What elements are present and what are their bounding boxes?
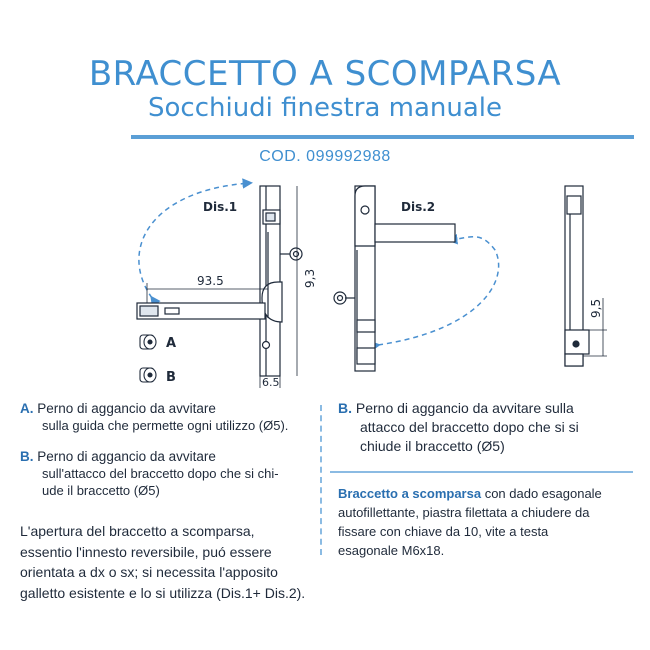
item-b-line2: sull'attacco del braccetto dopo che si chi- <box>42 466 279 481</box>
note-line2: essentio l'innesto reversibile, puó essere <box>20 543 272 560</box>
description-line1: con dado esagonale <box>481 486 602 501</box>
pin-ring-dis2 <box>334 292 355 304</box>
pin-a-icon <box>140 335 156 349</box>
rotation-arc-dis2 <box>378 237 499 345</box>
dimension-bottom-label: 6.5 <box>262 376 280 389</box>
dis2-label: Dis.2 <box>401 200 436 214</box>
description-bold: Braccetto a scomparsa <box>338 486 482 501</box>
right-item-b-letter: B. <box>338 400 352 416</box>
opening-note <box>20 521 305 603</box>
item-a-line1: Perno di aggancio da avvitare <box>37 401 216 416</box>
description-line2: autofillettante, piastra filettata a chiudere da <box>338 505 590 520</box>
note-line3: orientata a dx o sx; si necessita l'apposito <box>20 564 278 580</box>
page-subtitle: Socchiudi finestra manuale <box>147 93 503 123</box>
title-rule <box>131 135 634 139</box>
right-divider <box>330 471 633 473</box>
pin-ring-dis1 <box>280 248 302 260</box>
left-item-b <box>20 448 279 499</box>
item-a-line2: sulla guida che permette ogni utilizzo (Ø5). <box>42 418 289 433</box>
right-item-b-line3: chiude il braccetto (Ø5) <box>360 438 505 454</box>
description-line4: esagonale M6x18. <box>338 543 445 558</box>
column-divider <box>320 405 322 555</box>
pin-b-label: B <box>166 370 176 385</box>
right-item-b-line2: attacco del braccetto dopo che si si <box>360 419 579 435</box>
technical-drawing <box>0 175 650 395</box>
product-description <box>338 484 602 560</box>
right-item-b-line1: Perno di aggancio da avvitare sulla <box>355 400 574 416</box>
product-code: COD. 099992988 <box>259 148 391 165</box>
item-b-line3: ude il braccetto (Ø5) <box>42 483 160 498</box>
side-view <box>565 186 589 366</box>
dimension-width-label: 93.5 <box>197 274 224 288</box>
note-line4: galletto esistente e lo si utilizza (Dis.1+ Dis.2). <box>20 584 306 601</box>
note-line1: L'apertura del braccetto a scomparsa, <box>20 523 255 539</box>
pin-b-icon <box>140 368 156 382</box>
dis1-label: Dis.1 <box>203 200 238 214</box>
pin-a-label: A <box>166 336 177 351</box>
arm-dis1 <box>137 303 270 349</box>
dimension-side-label: 9,5 <box>589 298 603 318</box>
dimension-height-label: 9,3 <box>303 268 317 288</box>
left-item-a <box>20 400 288 434</box>
description-line3: fissare con chiave da 10, vite a testa <box>338 524 549 539</box>
item-b-letter: B. <box>20 449 34 464</box>
item-b-line1: Perno di aggancio da avvitare <box>37 449 216 464</box>
item-a-letter: A. <box>20 401 34 416</box>
page-title: BRACCETTO A SCOMPARSA <box>88 54 562 94</box>
right-item-b <box>338 399 579 456</box>
